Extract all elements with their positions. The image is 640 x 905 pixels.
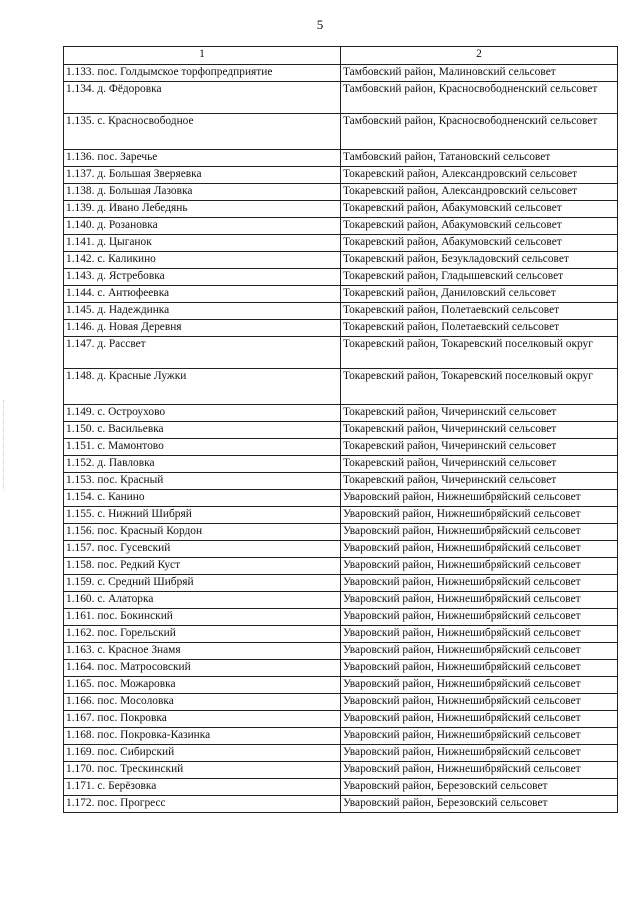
district-council-cell: Уваровский район, Нижнешибряйский сельсовет <box>341 694 618 711</box>
table-row <box>64 252 618 269</box>
district-council-cell: Токаревский район, Полетаевский сельсовет <box>341 303 618 320</box>
table-row <box>64 337 618 369</box>
margin-mark <box>3 400 6 490</box>
table-row <box>64 490 618 507</box>
settlement-name-cell: 1.158. пос. Редкий Куст <box>64 558 341 575</box>
settlement-name-cell: 1.134. д. Фёдоровка <box>64 82 341 114</box>
settlement-name-cell: 1.163. с. Красное Знамя <box>64 643 341 660</box>
table-row <box>64 184 618 201</box>
district-council-cell: Уваровский район, Нижнешибряйский сельсовет <box>341 490 618 507</box>
table-row <box>64 201 618 218</box>
table-row <box>64 114 618 150</box>
table-row <box>64 745 618 762</box>
district-council-cell: Токаревский район, Гладышевский сельсовет <box>341 269 618 286</box>
table-row <box>64 677 618 694</box>
district-council-cell: Уваровский район, Нижнешибряйский сельсовет <box>341 745 618 762</box>
settlement-name-cell: 1.141. д. Цыганок <box>64 235 341 252</box>
district-council-cell: Токаревский район, Полетаевский сельсовет <box>341 320 618 337</box>
column-header-1: 1 <box>64 47 341 65</box>
district-council-cell: Уваровский район, Нижнешибряйский сельсовет <box>341 728 618 745</box>
settlement-name-cell: 1.157. пос. Гусевский <box>64 541 341 558</box>
settlement-name-cell: 1.143. д. Ястребовка <box>64 269 341 286</box>
table-row <box>64 541 618 558</box>
settlement-name-cell: 1.165. пос. Можаровка <box>64 677 341 694</box>
settlement-name-cell: 1.152. д. Павловка <box>64 456 341 473</box>
district-council-cell: Токаревский район, Чичеринский сельсовет <box>341 473 618 490</box>
district-council-cell: Уваровский район, Нижнешибряйский сельсовет <box>341 677 618 694</box>
table-row <box>64 150 618 167</box>
district-council-cell: Токаревский район, Абакумовский сельсовет <box>341 235 618 252</box>
settlement-name-cell: 1.154. с. Канино <box>64 490 341 507</box>
district-council-cell: Уваровский район, Нижнешибряйский сельсовет <box>341 558 618 575</box>
table-body <box>64 65 618 813</box>
district-council-cell: Уваровский район, Нижнешибряйский сельсовет <box>341 643 618 660</box>
table-row <box>64 507 618 524</box>
settlement-name-cell: 1.168. пос. Покровка-Казинка <box>64 728 341 745</box>
table-row <box>64 422 618 439</box>
settlement-name-cell: 1.153. пос. Красный <box>64 473 341 490</box>
table-row <box>64 558 618 575</box>
settlement-name-cell: 1.162. пос. Горельский <box>64 626 341 643</box>
district-council-cell: Уваровский район, Нижнешибряйский сельсовет <box>341 507 618 524</box>
district-council-cell: Токаревский район, Чичеринский сельсовет <box>341 456 618 473</box>
settlement-name-cell: 1.172. пос. Прогресс <box>64 796 341 813</box>
district-council-cell: Тамбовский район, Татановский сельсовет <box>341 150 618 167</box>
district-council-cell: Уваровский район, Нижнешибряйский сельсовет <box>341 626 618 643</box>
settlement-name-cell: 1.171. с. Берёзовка <box>64 779 341 796</box>
settlement-name-cell: 1.150. с. Васильевка <box>64 422 341 439</box>
table-row <box>64 303 618 320</box>
table-row <box>64 65 618 82</box>
table-row <box>64 473 618 490</box>
district-council-cell: Уваровский район, Нижнешибряйский сельсовет <box>341 575 618 592</box>
settlement-name-cell: 1.151. с. Мамонтово <box>64 439 341 456</box>
settlements-table <box>63 46 618 813</box>
district-council-cell: Тамбовский район, Малиновский сельсовет <box>341 65 618 82</box>
district-council-cell: Токаревский район, Безукладовский сельсовет <box>341 252 618 269</box>
settlement-name-cell: 1.149. с. Остроухово <box>64 405 341 422</box>
district-council-cell: Уваровский район, Нижнешибряйский сельсовет <box>341 762 618 779</box>
table-row <box>64 609 618 626</box>
settlement-name-cell: 1.159. с. Средний Шибряй <box>64 575 341 592</box>
table-row <box>64 643 618 660</box>
table-row <box>64 439 618 456</box>
table-row <box>64 592 618 609</box>
table-row <box>64 762 618 779</box>
table-row <box>64 405 618 422</box>
table-row <box>64 711 618 728</box>
district-council-cell: Уваровский район, Нижнешибряйский сельсовет <box>341 541 618 558</box>
district-council-cell: Тамбовский район, Красносвободненский сельсовет <box>341 82 618 114</box>
settlement-name-cell: 1.147. д. Рассвет <box>64 337 341 369</box>
district-council-cell: Токаревский район, Токаревский поселковый округ <box>341 369 618 405</box>
settlement-name-cell: 1.161. пос. Бокинский <box>64 609 341 626</box>
column-header-2: 2 <box>341 47 618 65</box>
district-council-cell: Уваровский район, Нижнешибряйский сельсовет <box>341 660 618 677</box>
table-header-row <box>64 47 618 65</box>
table-row <box>64 575 618 592</box>
settlement-name-cell: 1.148. д. Красные Лужки <box>64 369 341 405</box>
settlement-name-cell: 1.142. с. Каликино <box>64 252 341 269</box>
settlement-name-cell: 1.135. с. Красносвободное <box>64 114 341 150</box>
settlement-name-cell: 1.166. пос. Мосоловка <box>64 694 341 711</box>
settlement-name-cell: 1.155. с. Нижний Шибряй <box>64 507 341 524</box>
district-council-cell: Токаревский район, Даниловский сельсовет <box>341 286 618 303</box>
district-council-cell: Уваровский район, Березовский сельсовет <box>341 779 618 796</box>
table-row <box>64 728 618 745</box>
settlement-name-cell: 1.145. д. Надеждинка <box>64 303 341 320</box>
settlement-name-cell: 1.133. пос. Голдымское торфопредприятие <box>64 65 341 82</box>
district-council-cell: Тамбовский район, Красносвободненский сельсовет <box>341 114 618 150</box>
settlement-name-cell: 1.140. д. Розановка <box>64 218 341 235</box>
district-council-cell: Токаревский район, Чичеринский сельсовет <box>341 422 618 439</box>
settlement-name-cell: 1.170. пос. Трескинский <box>64 762 341 779</box>
district-council-cell: Токаревский район, Чичеринский сельсовет <box>341 439 618 456</box>
settlement-name-cell: 1.136. пос. Заречье <box>64 150 341 167</box>
table-row <box>64 286 618 303</box>
settlement-name-cell: 1.169. пос. Сибирский <box>64 745 341 762</box>
table-row <box>64 269 618 286</box>
district-council-cell: Токаревский район, Александровский сельсовет <box>341 167 618 184</box>
district-council-cell: Уваровский район, Березовский сельсовет <box>341 796 618 813</box>
settlement-name-cell: 1.137. д. Большая Зверяевка <box>64 167 341 184</box>
table-row <box>64 796 618 813</box>
district-council-cell: Токаревский район, Абакумовский сельсовет <box>341 201 618 218</box>
table-row <box>64 524 618 541</box>
table-row <box>64 456 618 473</box>
settlement-name-cell: 1.144. с. Антюфеевка <box>64 286 341 303</box>
table-row <box>64 779 618 796</box>
district-council-cell: Уваровский район, Нижнешибряйский сельсовет <box>341 711 618 728</box>
table-row <box>64 660 618 677</box>
table-row <box>64 694 618 711</box>
settlement-name-cell: 1.139. д. Ивано Лебедянь <box>64 201 341 218</box>
table-row <box>64 235 618 252</box>
district-council-cell: Токаревский район, Чичеринский сельсовет <box>341 405 618 422</box>
district-council-cell: Токаревский район, Абакумовский сельсовет <box>341 218 618 235</box>
table-row <box>64 369 618 405</box>
settlement-name-cell: 1.164. пос. Матросовский <box>64 660 341 677</box>
district-council-cell: Токаревский район, Токаревский поселковый округ <box>341 337 618 369</box>
settlement-name-cell: 1.138. д. Большая Лазовка <box>64 184 341 201</box>
table-row <box>64 218 618 235</box>
table-row <box>64 626 618 643</box>
settlement-name-cell: 1.146. д. Новая Деревня <box>64 320 341 337</box>
settlement-name-cell: 1.167. пос. Покровка <box>64 711 341 728</box>
settlement-name-cell: 1.160. с. Алаторка <box>64 592 341 609</box>
district-council-cell: Уваровский район, Нижнешибряйский сельсовет <box>341 592 618 609</box>
district-council-cell: Токаревский район, Александровский сельсовет <box>341 184 618 201</box>
table-row <box>64 167 618 184</box>
district-council-cell: Уваровский район, Нижнешибряйский сельсовет <box>341 524 618 541</box>
table-row <box>64 320 618 337</box>
page-number: 5 <box>316 17 324 32</box>
settlement-name-cell: 1.156. пос. Красный Кордон <box>64 524 341 541</box>
table-row <box>64 82 618 114</box>
district-council-cell: Уваровский район, Нижнешибряйский сельсовет <box>341 609 618 626</box>
